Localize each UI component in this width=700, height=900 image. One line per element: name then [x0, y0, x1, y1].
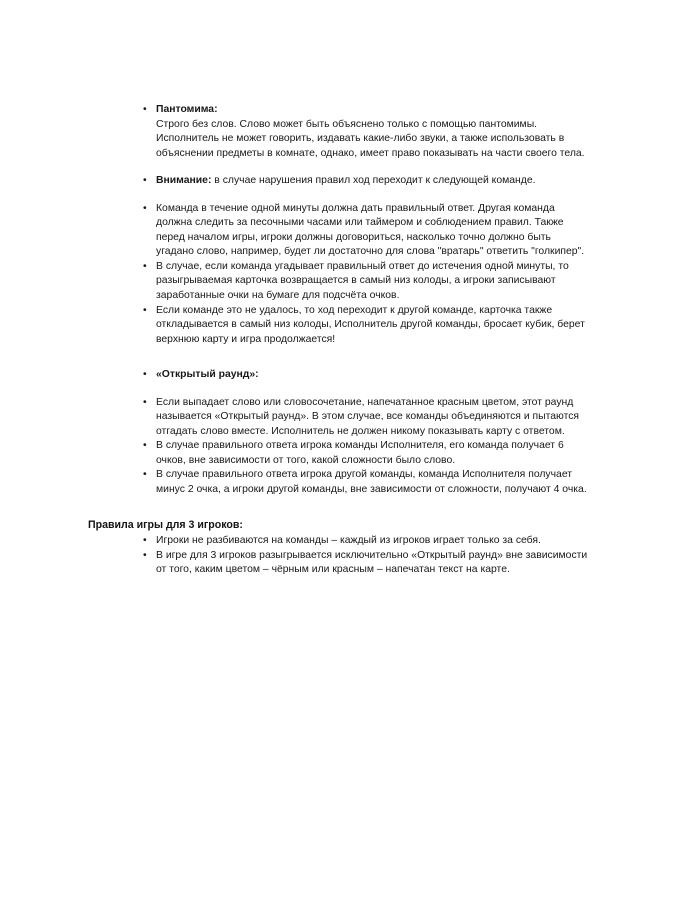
open-round-list [143, 368, 591, 497]
list-item-no-teams [143, 534, 591, 549]
bullet-body-text: В игре для 3 игроков разыгрывается исключительно «Открытый раунд» вне зависимости от того, каким цветом – чёрным или красным – напечатан текст на карте. [156, 549, 588, 576]
bullet-lead-label: «Открытый раунд»: [156, 369, 259, 381]
team-rules-list [143, 103, 591, 347]
list-item-open-round-description [143, 396, 591, 440]
list-item-one-minute [143, 202, 591, 260]
bullet-body-text: Строго без слов. Слово может быть объяснено только с помощью пантомимы. Исполнитель не может говорить, издавать какие-либо звуки, а также использовать в объяснении предметы в комнате, однако, имеет право показывать на части своего тела. [156, 118, 585, 159]
bullet-body-text: Если команде это не удалось, то ход переходит к другой команде, карточка также откладывается в самый низ колоды, Исполнитель другой команды, бросает кубик, берет верхнюю карту и игра продолжается! [156, 304, 585, 345]
list-item-open-round-title [143, 368, 591, 383]
bullet-body-text: Команда в течение одной минуты должна дать правильный ответ. Другая команда должна следить за песочными часами или таймером и соблюдением правил. Также перед началом игры, игроки должны договориться, насколько точно должно быть угадано слово, например, будет ли достаточно для слова "вратарь" ответить "голкипер". [156, 202, 585, 258]
bullet-body-text: в случае нарушения правил ход переходит к следующей команде. [214, 175, 536, 187]
bullet-body-text: В случае правильного ответа игрока команды Исполнителя, его команда получает 6 очков, вне зависимости от того, какой сложности было слово. [156, 440, 564, 466]
list-item-failed-guess [143, 304, 591, 348]
list-item-correct-guess [143, 260, 591, 304]
bullet-body-text: Игроки не разбиваются на команды – каждый из игроков играет только за себя. [156, 535, 541, 547]
three-players-list [143, 534, 591, 578]
bullet-body-text: Если выпадает слово или словосочетание, напечатанное красным цветом, этот раунд называется «Открытый раунд». В этом случае, все команды объединяются и пытаются отгадать слово вместе. Исполнитель не должен никому показывать карту с ответом. [156, 396, 580, 437]
list-item-performer-team-correct [143, 439, 591, 468]
bullet-lead-label: Внимание: [156, 175, 212, 187]
list-item-pantomime [143, 103, 591, 161]
document-body [0, 103, 700, 578]
bullet-body-text: В случае, если команда угадывает правильный ответ до истечения одной минуты, то разыгрываемая карточка возвращается в самый низ колоды, а игроки записывают заработанные очки на бумаге для подсчёта очков. [156, 260, 569, 302]
bullet-body-text: В случае правильного ответа игрока другой команды, команда Исполнителя получает минус 2 очка, а игроки другой команды, вне зависимости от сложности, получают 4 очка. [156, 469, 587, 496]
list-item-other-team-correct [143, 468, 591, 497]
list-item-attention [143, 174, 591, 189]
bullet-lead-label: Пантомима: [156, 104, 218, 115]
list-item-only-open-round [143, 549, 591, 578]
section-heading-three-players: Правила игры для 3 игроков: [88, 518, 243, 531]
